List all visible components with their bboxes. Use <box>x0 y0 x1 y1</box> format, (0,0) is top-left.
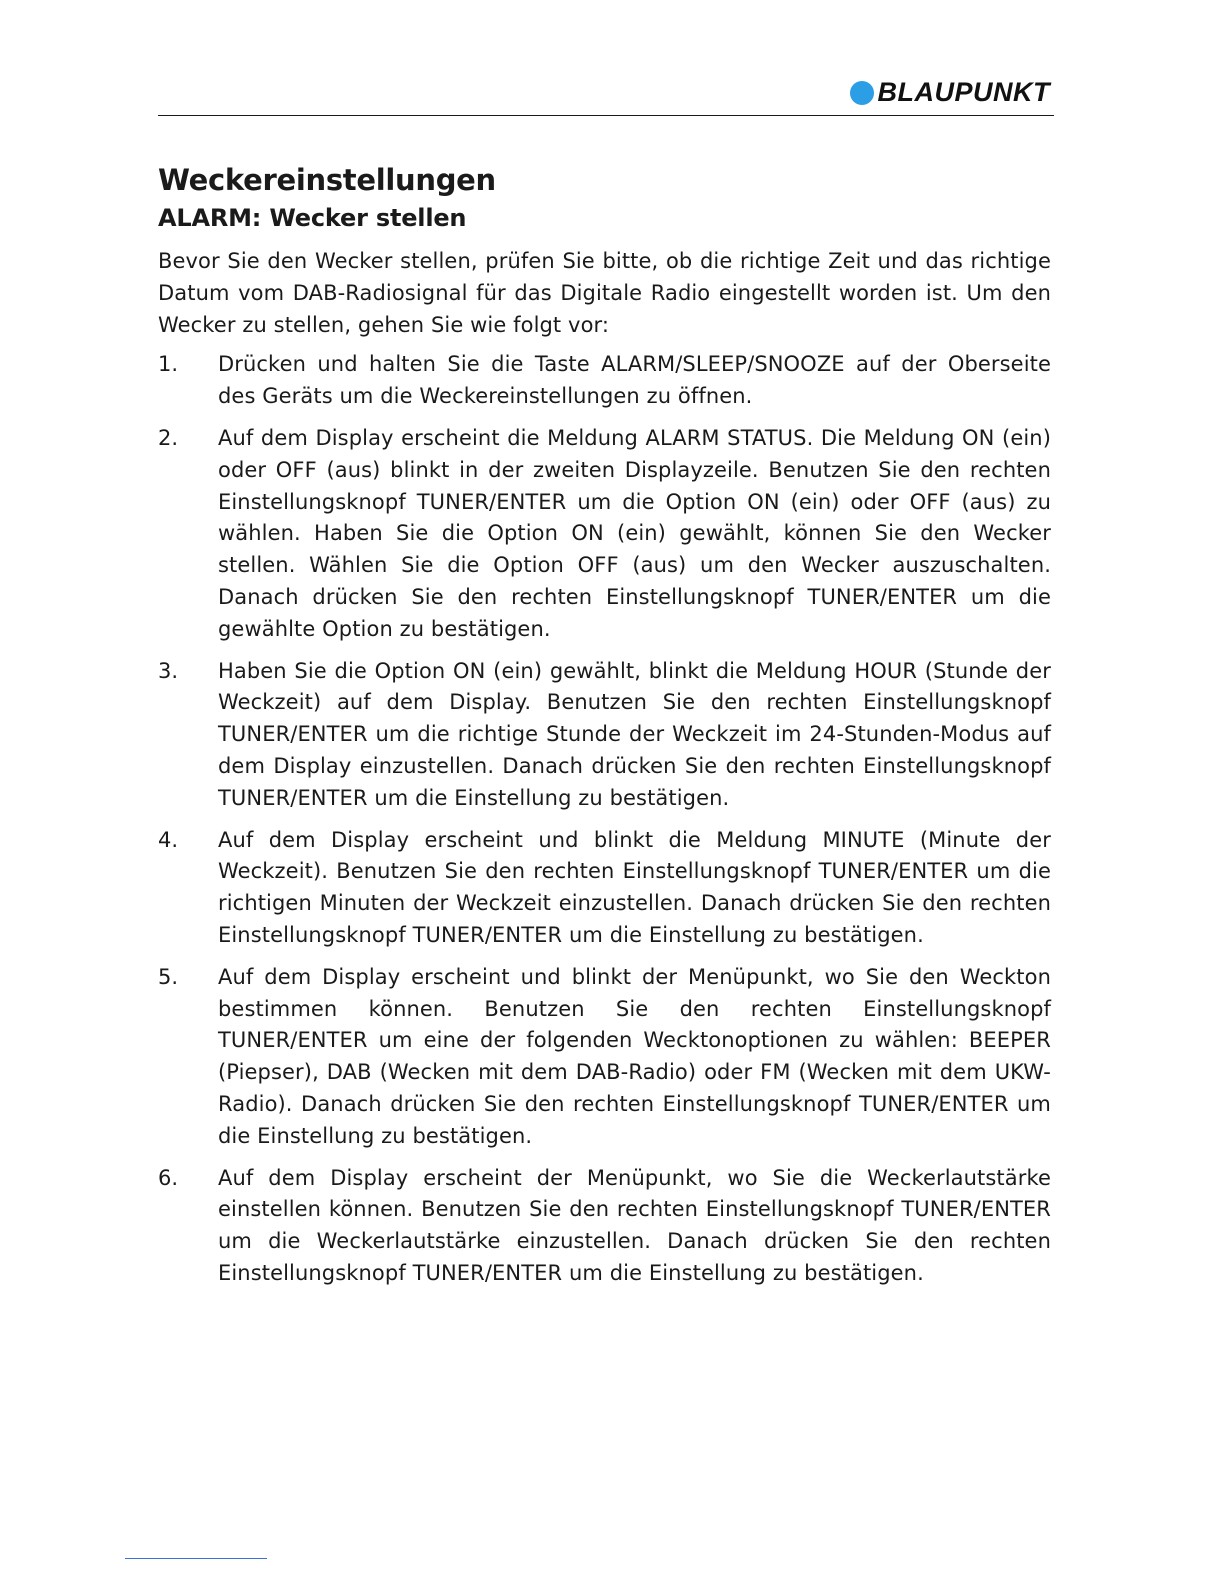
page-content <box>158 160 1051 1300</box>
intro-paragraph: Bevor Sie den Wecker stellen, prüfen Sie bitte, ob die richtige Zeit und das richtige Datum vom DAB-Radiosignal für das Digitale Radio eingestellt worden ist. Um den Wecker zu stellen, gehen Sie wie folgt vor: <box>158 249 1051 337</box>
step-number: 4. <box>158 827 179 852</box>
page-header <box>158 70 1054 116</box>
list-item <box>158 656 1051 815</box>
page-title: Weckereinstellungen <box>158 163 496 197</box>
section-subtitle: ALARM: Wecker stellen <box>158 204 467 232</box>
list-item <box>158 423 1051 646</box>
step-number: 2. <box>158 425 179 450</box>
steps-list <box>158 349 1051 1289</box>
list-item <box>158 962 1051 1153</box>
step-text: Auf dem Display erscheint und blinkt der Menüpunkt, wo Sie den Weckton bestimmen können. Benutzen Sie den rechten Einstellungsknopf TUNER/ENTER um eine der folgenden Wecktonoptionen zu wählen: BEEPER (Piepser), DAB (Wecken mit dem DAB-Radio) oder FM (Wecken mit dem UKW-Radio). Danach drücken Sie den rechten Einstellungsknopf TUNER/ENTER um die Einstellung zu bestätigen. <box>218 964 1051 1148</box>
list-item <box>158 1163 1051 1290</box>
step-number: 6. <box>158 1165 179 1190</box>
step-text: Haben Sie die Option ON (ein) gewählt, blinkt die Meldung HOUR (Stunde der Weckzeit) auf dem Display. Benutzen Sie den rechten Einstellungsknopf TUNER/ENTER um die richtige Stunde der Weckzeit im 24-Stunden-Modus auf dem Display einzustellen. Danach drücken Sie den rechten Einstellungsknopf TUNER/ENTER um die Einstellung zu bestätigen. <box>218 658 1051 810</box>
step-number: 5. <box>158 964 179 989</box>
step-number: 1. <box>158 352 179 377</box>
brand-name: BLAUPUNKT <box>877 77 1050 107</box>
step-text: Drücken und halten Sie die Taste ALARM/SLEEP/SNOOZE auf der Oberseite des Geräts um die Weckereinstellungen zu öffnen. <box>218 352 1051 409</box>
list-item <box>158 825 1051 952</box>
brand-logo <box>850 77 1051 108</box>
step-text: Auf dem Display erscheint und blinkt die Meldung MINUTE (Minute der Weckzeit). Benutzen Sie den rechten Einstellungsknopf TUNER/ENTER um die richtigen Minuten der Weckzeit einzustellen. Danach drücken Sie den rechten Einstellungsknopf TUNER/ENTER um die Einstellung zu bestätigen. <box>218 827 1051 947</box>
footer-divider <box>125 1558 267 1559</box>
step-text: Auf dem Display erscheint der Menüpunkt, wo Sie die Weckerlautstärke einstellen können. Benutzen Sie den rechten Einstellungsknopf TUNER/ENTER um die Weckerlautstärke einzustellen. Danach drücken Sie den rechten Einstellungsknopf TUNER/ENTER um die Einstellung zu bestätigen. <box>218 1165 1051 1285</box>
list-item <box>158 349 1051 413</box>
step-text: Auf dem Display erscheint die Meldung ALARM STATUS. Die Meldung ON (ein) oder OFF (aus) blinkt in der zweiten Displayzeile. Benutzen Sie den rechten Einstellungsknopf TUNER/ENTER um die Option ON (ein) oder OFF (aus) zu wählen. Haben Sie die Option ON (ein) gewählt, können Sie den Wecker stellen. Wählen Sie die Option OFF (aus) um den Wecker auszuschalten. Danach drücken Sie den rechten Einstellungsknopf TUNER/ENTER um die gewählte Option zu bestätigen. <box>218 425 1051 641</box>
brand-dot-icon <box>850 81 874 105</box>
step-number: 3. <box>158 658 179 683</box>
